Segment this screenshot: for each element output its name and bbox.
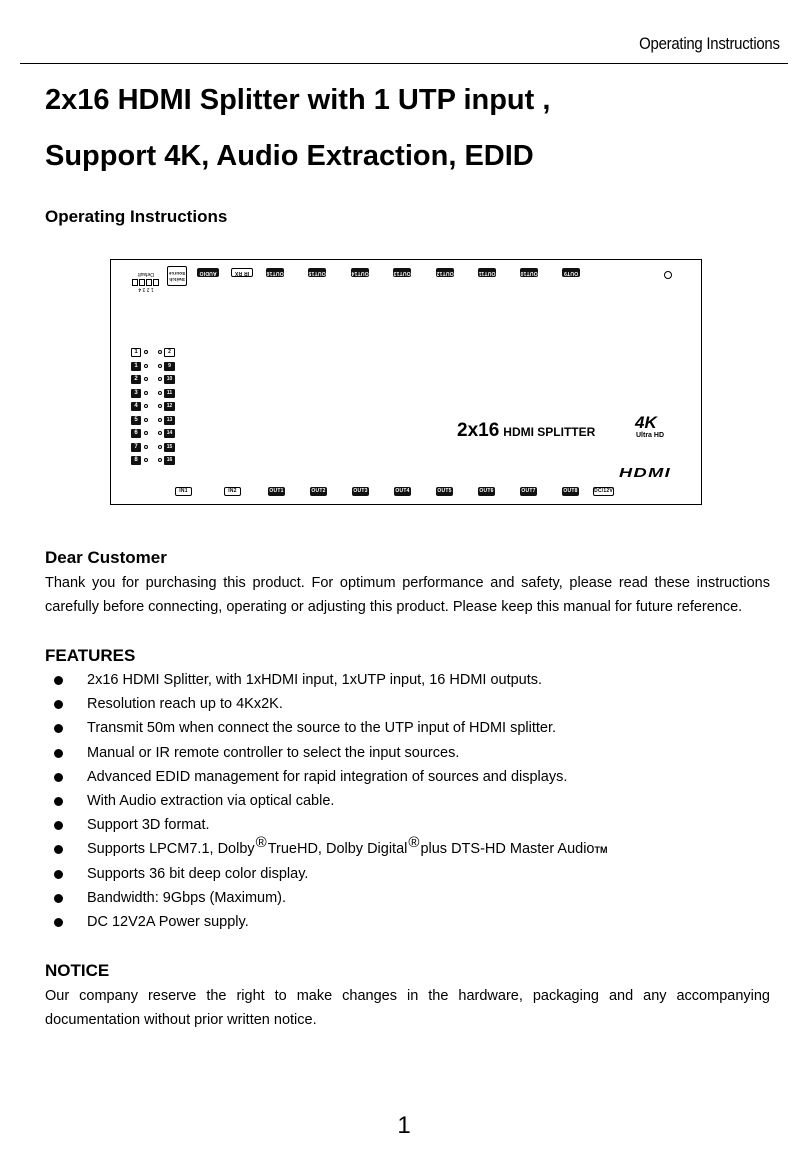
features-heading: FEATURES [45, 646, 136, 665]
bottom-port-out4: OUT4 [395, 488, 410, 494]
registered-mark: ® [408, 834, 420, 852]
led-output-label: 15 [164, 443, 175, 452]
led-row [131, 402, 175, 411]
led-icon [144, 364, 148, 368]
model-main: 2x16 [457, 420, 500, 441]
dear-customer-text: Thank you for purchasing this product. For optimum performance and safety, please read these instructions carefully before connecting, operating or adjusting this product. Please keep this manual for future reference. [45, 575, 770, 615]
led-icon [158, 431, 162, 435]
feature-text: 2x16 HDMI Splitter, with 1xHDMI input, 1xUTP input, 16 HDMI outputs. [87, 672, 543, 688]
feature-item [45, 886, 770, 910]
feature-item [45, 716, 770, 740]
trademark-mark: TM [594, 845, 608, 856]
bullet-icon [54, 894, 63, 903]
bullet-icon [54, 918, 63, 927]
led-input-label: 3 [131, 389, 141, 398]
dip-label: Default [138, 271, 154, 277]
bullet-icon [54, 845, 63, 854]
led-icon [144, 391, 148, 395]
bottom-port-dc-12v: DC/12V [594, 488, 613, 494]
led-icon [158, 350, 162, 354]
bullet-icon [54, 797, 63, 806]
ultra-hd-label: Ultra HD [636, 432, 665, 439]
registered-mark: ® [255, 834, 267, 852]
led-output-label: 12 [164, 402, 175, 411]
led-icon [158, 364, 162, 368]
feature-text: DC 12V2A Power supply. [87, 913, 249, 930]
led-output-label: 13 [164, 416, 175, 425]
dolby-text-2: TrueHD, Dolby Digital [267, 841, 408, 858]
feature-text: Supports 36 bit deep color display. [87, 865, 309, 882]
led-output-label: 11 [164, 389, 175, 398]
bullet-icon [54, 724, 63, 733]
top-port-audio: AUDIO [197, 268, 219, 277]
feature-item [45, 862, 770, 886]
led-output-label: 2 [164, 348, 175, 357]
led-row [131, 389, 175, 398]
led-input-label: 4 [131, 402, 141, 411]
led-icon [144, 418, 148, 422]
bullet-icon [54, 821, 63, 830]
bottom-port-in1: IN1 [175, 487, 192, 496]
bottom-port-out3: OUT3 [353, 488, 368, 494]
top-port-out12: OUT12 [436, 270, 454, 276]
notice-heading: NOTICE [45, 961, 110, 980]
bottom-port-out5: OUT5 [437, 488, 452, 494]
led-icon [144, 377, 148, 381]
led-row [131, 429, 175, 438]
led-icon [144, 458, 148, 462]
dear-customer-heading: Dear Customer [45, 548, 167, 567]
led-input-label: 6 [131, 429, 141, 438]
splitter-front-panel-diagram [110, 259, 702, 505]
led-icon [158, 377, 162, 381]
led-row [131, 348, 175, 357]
top-port-ir-rx: IR RX [231, 268, 253, 277]
feature-item [45, 692, 770, 716]
feature-item [45, 910, 770, 934]
bullet-icon [54, 870, 63, 879]
led-output-label: 10 [164, 375, 175, 384]
top-port-out11: OUT11 [478, 270, 496, 276]
led-input-label: 8 [131, 456, 141, 465]
dolby-text-1: Supports LPCM7.1, Dolby [87, 841, 255, 858]
feature-item [45, 765, 770, 789]
led-row [131, 456, 175, 465]
top-port-out9: OUT9 [563, 270, 579, 276]
features-list [45, 668, 770, 934]
led-icon [158, 391, 162, 395]
feature-item-dolby [45, 834, 770, 861]
feature-text: Advanced EDID management for rapid integration of sources and displays. [87, 768, 568, 785]
led-icon [158, 458, 162, 462]
led-input-label: 1 [131, 362, 141, 371]
top-port-out14: OUT14 [351, 270, 369, 276]
bottom-port-out1: OUT1 [269, 488, 284, 494]
bullet-icon [54, 676, 63, 685]
led-icon [158, 445, 162, 449]
document-title-line2: Support 4K, Audio Extraction, EDID [45, 140, 534, 172]
feature-text: Transmit 50m when connect the source to the UTP input of HDMI splitter. [87, 720, 557, 737]
feature-text: Bandwidth: 9Gbps (Maximum). [87, 889, 287, 906]
dolby-text-3: plus DTS-HD Master Audio [420, 841, 595, 858]
bottom-port-out6: OUT6 [479, 488, 494, 494]
led-icon [158, 418, 162, 422]
feature-text: Resolution reach up to 4Kx2K. [87, 696, 283, 713]
header-rule [20, 63, 788, 64]
feature-item [45, 741, 770, 765]
top-port-out15: OUT15 [308, 270, 326, 276]
4k-badge: 4K [635, 413, 657, 432]
led-icon [158, 404, 162, 408]
feature-text: Support 3D format. [87, 817, 210, 834]
led-row [131, 362, 175, 371]
feature-item [45, 668, 770, 692]
bottom-port-out8: OUT8 [563, 488, 578, 494]
feature-text: With Audio extraction via optical cable. [87, 792, 335, 809]
operating-instructions-heading: Operating Instructions [45, 207, 228, 226]
power-indicator [664, 271, 672, 279]
bullet-icon [54, 700, 63, 709]
led-icon [144, 431, 148, 435]
led-row [131, 375, 175, 384]
led-output-label: 16 [164, 456, 175, 465]
bottom-port-out7: OUT7 [521, 488, 536, 494]
led-input-label: 2 [131, 375, 141, 384]
page-number: 1 [397, 1112, 411, 1139]
feature-item [45, 789, 770, 813]
bottom-port-in2: IN2 [224, 487, 241, 496]
switch-source-button: Switch Source [167, 266, 187, 286]
document-title-line1: 2x16 HDMI Splitter with 1 UTP input , [45, 84, 551, 116]
led-icon [144, 445, 148, 449]
default-dip-switch [131, 266, 161, 292]
led-icon [144, 350, 148, 354]
led-input-label: 1 [131, 348, 141, 357]
dip-numbers: 1 2 3 4 [138, 286, 154, 292]
model-sub: HDMI SPLITTER [503, 425, 596, 439]
led-input-label: 7 [131, 443, 141, 452]
led-input-label: 5 [131, 416, 141, 425]
hdmi-logo: HDMI [619, 465, 672, 480]
bullet-icon [54, 749, 63, 758]
led-row [131, 443, 175, 452]
model-label [457, 420, 595, 442]
led-icon [144, 404, 148, 408]
led-output-label: 9 [164, 362, 175, 371]
top-port-out10: OUT10 [520, 270, 538, 276]
led-output-label: 14 [164, 429, 175, 438]
led-row [131, 416, 175, 425]
bottom-port-out2: OUT2 [311, 488, 326, 494]
bullet-icon [54, 773, 63, 782]
running-header: Operating Instructions [639, 34, 780, 53]
top-port-out16: OUT16 [266, 270, 284, 276]
top-port-out13: OUT13 [393, 270, 411, 276]
notice-text: Our company reserve the right to make changes in the hardware, packaging and any accompanying documentation without prior written notice. [45, 988, 770, 1028]
feature-text: Manual or IR remote controller to select the input sources. [87, 744, 460, 761]
